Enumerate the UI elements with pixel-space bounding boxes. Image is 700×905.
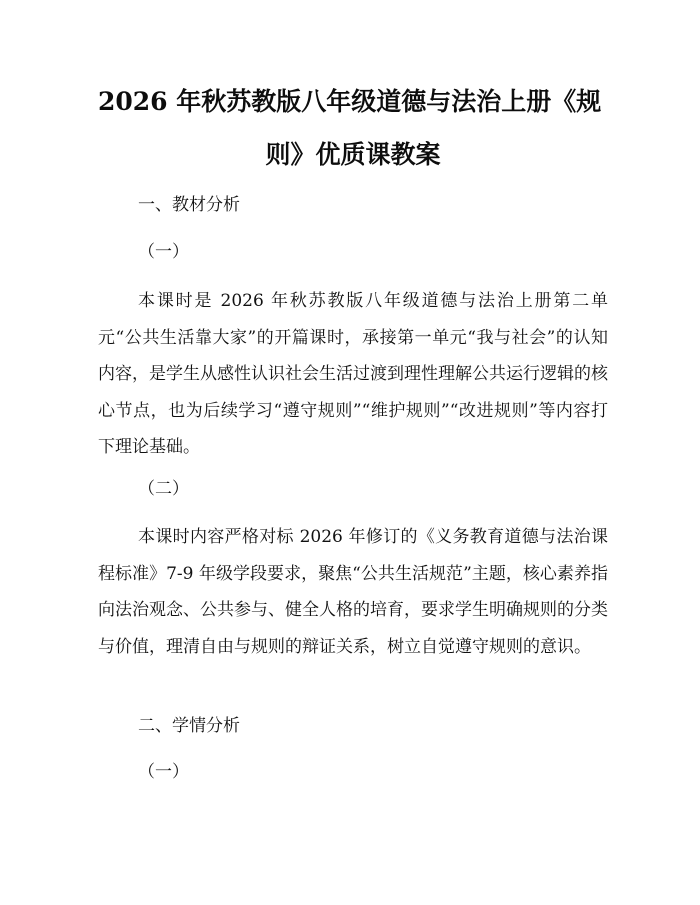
section-heading-learners: 二、学情分析 — [138, 716, 240, 736]
document-title-line2: 则》优质课教案 — [265, 140, 441, 169]
paragraph-materials-2: 本课时内容严格对标 2026 年修订的《义务教育道德与法治课程标准》7-9 年级学段要求，聚焦“公共生活规范”主题，核心素养指向法治观念、公共参与、健全人格的培育，要求学生明确规则的分类与价值，理清自由与规则的辩证关系，树立自觉遵守规则的意识。 — [98, 527, 608, 657]
subsection-label-3: （一） — [138, 762, 189, 782]
paragraph-materials-1: 本课时是 2026 年秋苏教版八年级道德与法治上册第二单元“公共生活靠大家”的开篇课时，承接第一单元“我与社会”的认知内容，是学生从感性认识社会生活过渡到理性理解公共运行逻辑的核心节点，也为后续学习“遵守规则”“维护规则”“改进规则”等内容打下理论基础。 — [98, 291, 608, 457]
document-title-line1: 2026 年秋苏教版八年级道德与法治上册《规 — [98, 87, 602, 116]
section-heading-materials: 一、教材分析 — [138, 195, 240, 215]
subsection-label-2: （二） — [138, 479, 189, 499]
subsection-label-1: （一） — [138, 242, 189, 262]
